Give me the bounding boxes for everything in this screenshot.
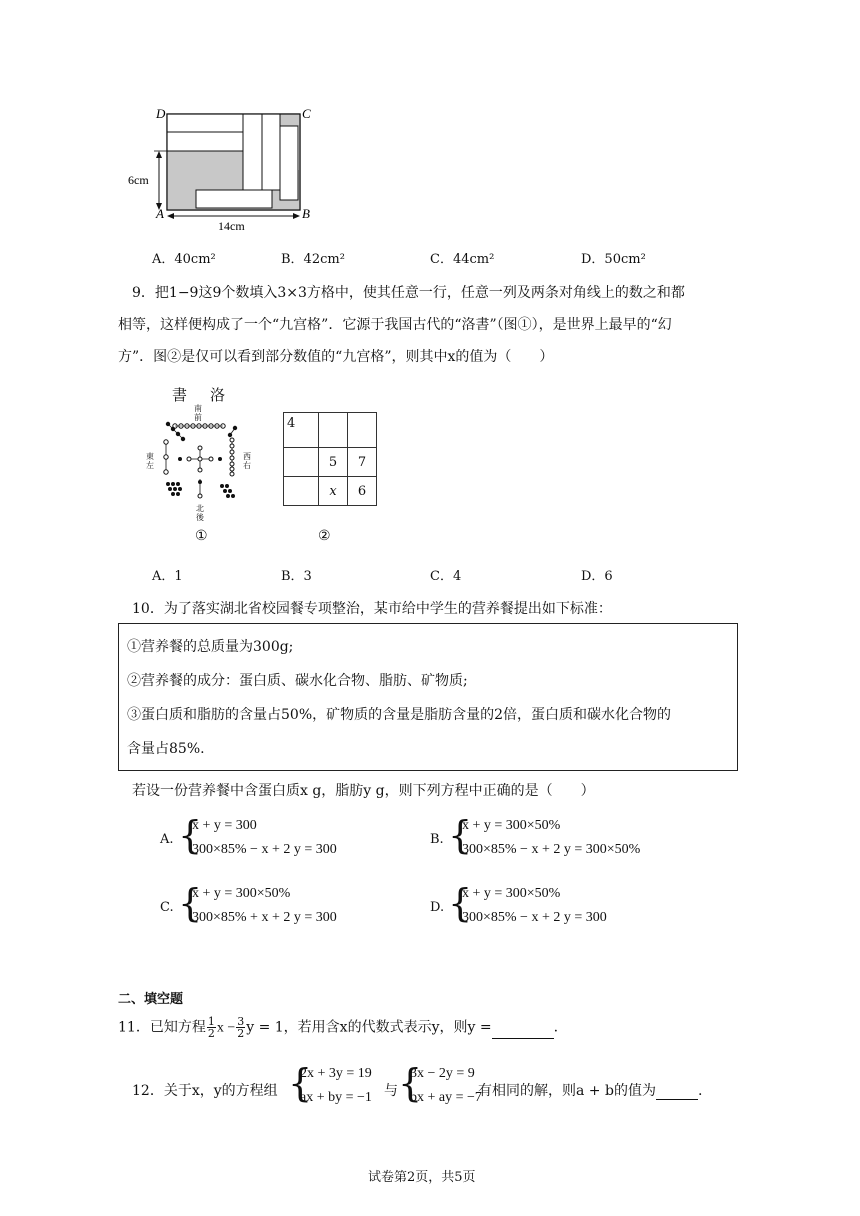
q9-option-b: B．3 <box>281 569 312 584</box>
luoshu-title: 書 洛 <box>172 386 230 404</box>
luoshu-dir-north: 北後 <box>196 504 204 522</box>
grid-cell <box>284 448 319 477</box>
q10-option-d-eq2: 300×85% − x + 2 y = 300 <box>462 910 607 925</box>
fraction <box>236 1016 245 1039</box>
q10-option-c-label: C. <box>160 900 174 915</box>
q9-line2: 相等，这样便构成了一个“九宫格”．它源于我国古代的“洛書”（图①），是世界上最早的“幻 <box>118 317 672 333</box>
q9-line3: 方”．图②是仅可以看到部分数值的“九宫格”，则其中x的值为（ ） <box>118 349 554 365</box>
q10-standards-box <box>118 623 738 771</box>
grid-cell: x <box>319 477 348 506</box>
q10-option-b-label: B. <box>430 832 444 847</box>
q8-option-d: D．50cm² <box>581 252 646 267</box>
q10-option-c-eq2: 300×85% + x + 2 y = 300 <box>192 910 337 925</box>
grid-cell: 7 <box>348 448 377 477</box>
brace: { <box>288 1061 313 1105</box>
numerator: 1 <box>207 1015 215 1028</box>
figure-1-label: ① <box>195 528 208 544</box>
q10-box-line2: ②营养餐的成分：蛋白质、碳水化合物、脂肪、矿物质; <box>127 673 468 689</box>
q9-option-d: D．6 <box>581 569 613 584</box>
q11-pre: 11．已知方程 <box>118 1019 206 1036</box>
answer-blank[interactable] <box>492 1024 554 1039</box>
q10-option-a-label: A. <box>160 832 174 847</box>
luoshu-dir-west: 西右 <box>243 452 251 470</box>
brace: { <box>178 813 203 857</box>
label-height: 6cm <box>128 173 149 187</box>
denominator: 2 <box>237 1027 245 1040</box>
grid-cell <box>319 413 348 448</box>
q10-box-line3: ③蛋白质和脂肪的含量占50%，矿物质的含量是脂肪含量的2倍，蛋白质和碳水化合物的 <box>127 707 672 723</box>
q8-option-b: B．42cm² <box>281 252 345 267</box>
q10-option-b-eq1: x + y = 300×50% <box>462 818 561 833</box>
grid-cell: 4 <box>284 413 319 448</box>
brace: { <box>178 881 203 925</box>
label-c: C <box>302 106 311 121</box>
q10-question: 若设一份营养餐中含蛋白质x g，脂肪y g，则下列方程中正确的是（ ） <box>132 783 595 799</box>
q12-sys2-eq2: bx + ay = −7 <box>410 1090 482 1105</box>
q10-option-b-eq2: 300×85% − x + 2 y = 300×50% <box>462 842 641 857</box>
q9-option-c: C．4 <box>430 569 462 584</box>
luoshu-dir-south: 南前 <box>194 404 202 422</box>
q12-post-text: 有相同的解，则a + b的值为 <box>478 1083 656 1099</box>
grid-cell: 5 <box>319 448 348 477</box>
q10-option-c-eq1: x + y = 300×50% <box>192 886 291 901</box>
label-d: D <box>156 106 166 121</box>
numerator: 3 <box>237 1015 245 1028</box>
q12-pre: 12．关于x，y的方程组 <box>132 1083 278 1099</box>
q10-option-a-eq2: 300×85% − x + 2 y = 300 <box>192 842 337 857</box>
denominator: 2 <box>207 1027 215 1040</box>
grid-cell <box>284 477 319 506</box>
q10-option-a-eq1: x + y = 300 <box>192 818 257 833</box>
rectangle-figure <box>125 100 325 235</box>
grid-cell <box>348 413 377 448</box>
q8-option-c: C．44cm² <box>430 252 495 267</box>
page-footer: 试卷第2页，共5页 <box>368 1170 476 1185</box>
q10-box-line4: 含量占85%. <box>127 741 205 757</box>
label-b: B <box>302 206 310 221</box>
q8-option-a: A．40cm² <box>152 252 216 267</box>
q12-sys1-eq1: 2x + 3y = 19 <box>300 1066 372 1081</box>
magic-square-grid <box>283 412 377 506</box>
q11 <box>118 1016 558 1039</box>
q12-post <box>478 1080 702 1100</box>
q11-mid2: y = 1，若用含x的代数式表示y，则y = <box>246 1019 492 1036</box>
brace: { <box>448 813 473 857</box>
luoshu-dir-east: 東左 <box>146 452 154 470</box>
q10-option-d-label: D. <box>430 900 445 915</box>
fraction <box>207 1016 216 1039</box>
q12-sys1-eq2: ax + by = −1 <box>300 1090 372 1105</box>
brace: { <box>398 1061 423 1105</box>
figure-2-label: ② <box>318 528 331 544</box>
label-width: 14cm <box>218 219 245 233</box>
q10-option-d-eq1: x + y = 300×50% <box>462 886 561 901</box>
q12-sys2-eq1: 3x − 2y = 9 <box>410 1066 475 1081</box>
answer-blank[interactable] <box>656 1085 698 1100</box>
q11-mid1: x − <box>216 1020 236 1036</box>
label-a: A <box>156 206 164 221</box>
q9-option-a: A．1 <box>152 569 183 584</box>
q10-stem: 10．为了落实湖北省校园餐专项整治，某市给中学生的营养餐提出如下标准： <box>132 601 612 617</box>
brace: { <box>448 881 473 925</box>
section-title: 二、填空题 <box>118 992 184 1007</box>
q10-box-line1: ①营养餐的总质量为300g; <box>127 639 294 655</box>
q9-line1: 9．把1−9这9个数填入3×3方格中，使其任意一行，任意一列及两条对角线上的数之和都 <box>132 285 685 301</box>
q12-mid: 与 <box>384 1083 398 1099</box>
grid-cell: 6 <box>348 477 377 506</box>
q12-end: . <box>697 1083 703 1099</box>
q11-post: . <box>553 1019 559 1036</box>
